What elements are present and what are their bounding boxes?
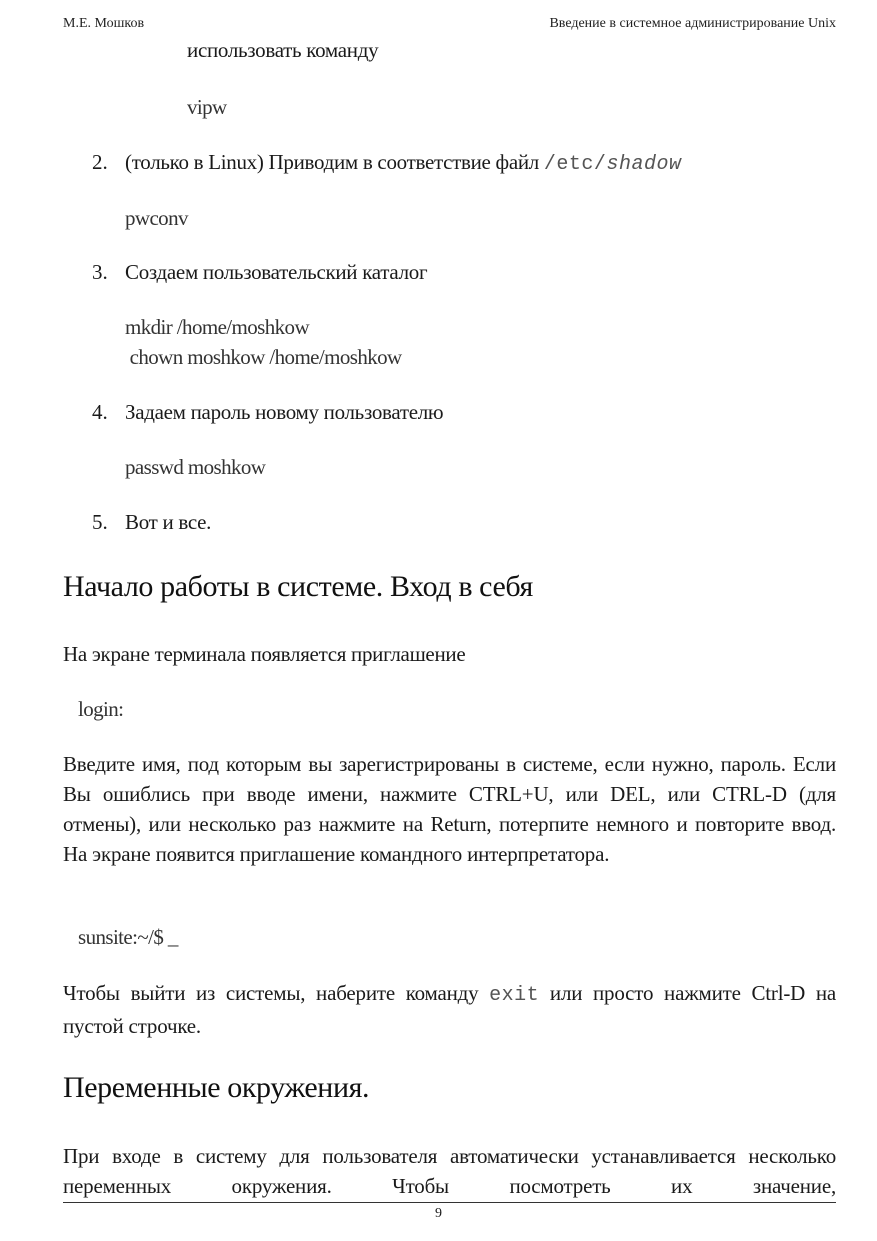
login-prompt: login:	[78, 697, 124, 721]
list-item-number: 4.	[92, 400, 108, 424]
list-item-5: Вот и все.	[125, 510, 212, 534]
shell-prompt: sunsite:~/$ _	[78, 925, 178, 949]
list-item-number: 2.	[92, 150, 108, 174]
list-item-command: mkdir /home/moshkow	[125, 315, 310, 339]
header-author: М.Е. Мошков	[63, 16, 145, 31]
exit-command: exit	[489, 984, 540, 1007]
section-heading-login: Начало работы в системе. Вход в себя	[63, 570, 533, 603]
paragraph: При входе в систему для пользователя автоматически устанавливается несколько переменных окружения. Чтобы посмотреть их значение,	[63, 1144, 836, 1198]
paragraph-exit	[63, 978, 836, 1041]
section-heading-env: Переменные окружения.	[63, 1071, 370, 1104]
list-item-4: Задаем пароль новому пользователю	[125, 400, 444, 424]
list-continuation-text: использовать команду	[187, 38, 379, 62]
list-continuation-command: vipw	[187, 95, 227, 119]
list-item-number: 5.	[92, 510, 108, 534]
shadow-file-path	[544, 153, 682, 176]
footer-divider	[63, 1202, 836, 1203]
list-item-2	[125, 150, 681, 176]
list-item-command: chown moshkow /home/moshkow	[125, 345, 402, 369]
paragraph-text: Чтобы выйти из системы, наберите команду	[63, 981, 490, 1005]
paragraph-text: или просто нажмите Ctrl-D на пустой строчке.	[63, 981, 837, 1038]
paragraph: Введите имя, под которым вы зарегистрированы в системе, если нужно, пароль. Если Вы ошиблись при вводе имени, нажмите CTRL+U, или DEL, или CTRL-D (для отмены), или несколько раз нажмите на Return, потерпите немного и повторите ввод. На экране появится приглашение командного интерпретатора.	[63, 752, 836, 866]
paragraph: На экране терминала появляется приглашение	[63, 642, 466, 666]
path-file: shadow	[606, 153, 682, 176]
page-number: 9	[435, 1206, 442, 1221]
path-prefix: /etc/	[543, 153, 607, 176]
list-item-command: pwconv	[125, 206, 188, 230]
header-title: Введение в системное администрирование Unix	[549, 16, 836, 31]
list-item-3: Создаем пользовательский каталог	[125, 260, 428, 284]
list-item-text: (только в Linux) Приводим в соответствие файл	[125, 150, 539, 174]
list-item-command: passwd moshkow	[125, 455, 266, 479]
list-item-number: 3.	[92, 260, 108, 284]
